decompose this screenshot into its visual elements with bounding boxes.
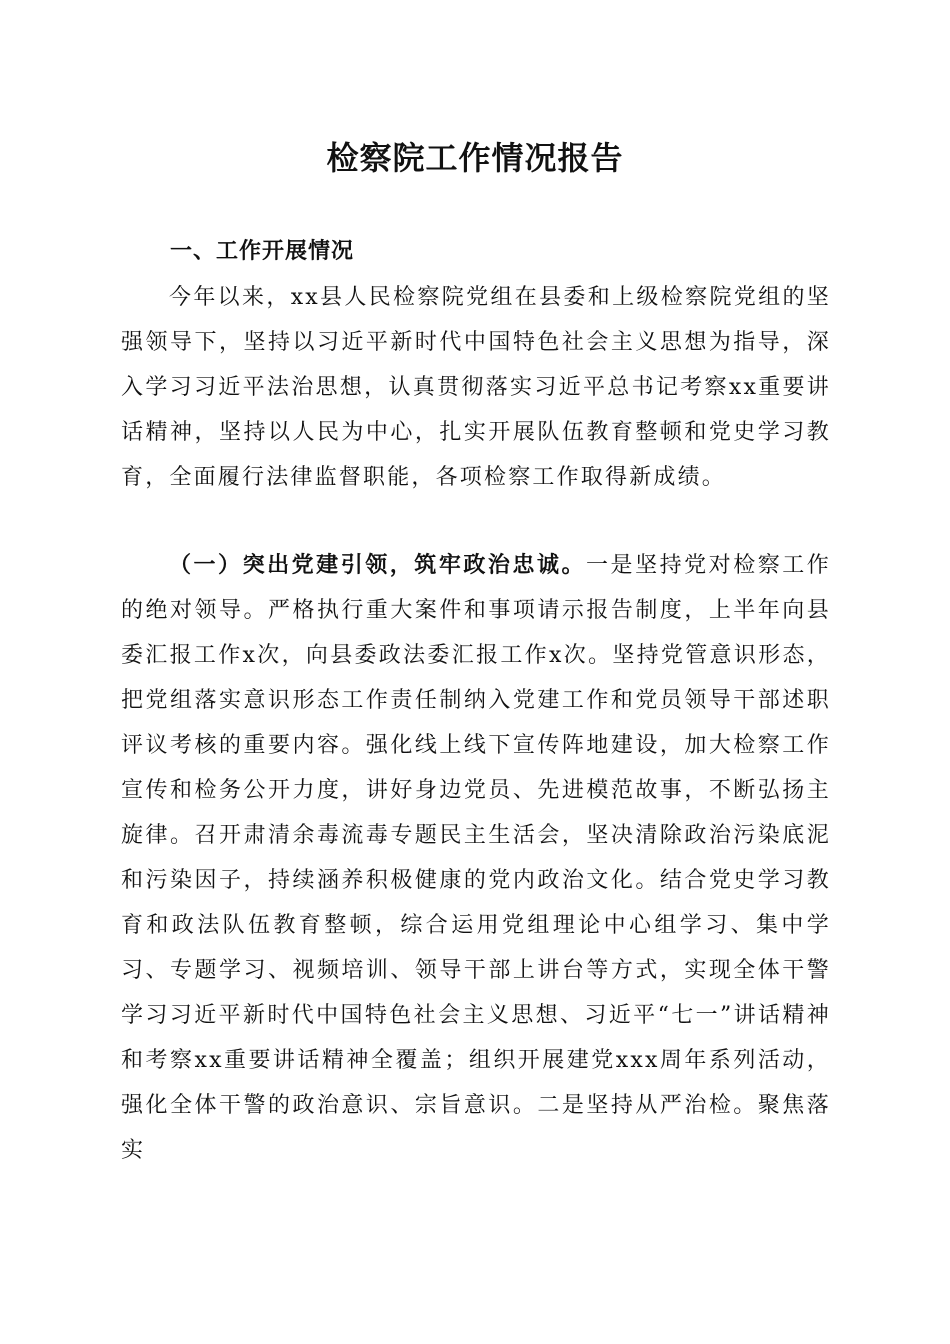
section-heading: 一、工作开展情况 <box>170 239 355 264</box>
subsection-body: 一是坚持党对检察工作的绝对领导。严格执行重大案件和事项请示报告制度，上半年向县委汇报工作x次，向县委政法委汇报工作x次。坚持党管意识形态，把党组落实意识形态工作责任制纳入党建工作和党员领导干部述职评议考核的重要内容。强化线上线下宣传阵地建设，加大检察工作宣传和检务公开力度，讲好身边党员、先进模范故事，不断弘扬主旋律。召开肃清余毒流毒专题民主生活会，坚决清除政治污染底泥和污染因子，持续涵养积极健康的党内政治文化。结合党史学习教育和政法队伍教育整顿，综合运用党组理论中心组学习、集中学习、专题学习、视频培训、领导干部上讲台等方式，实现全体干警学习习近平新时代中国特色社会主义思想、习近平“七一”讲话精神和考察xx重要讲话精神全覆盖；组织开展建党xxx周年系列活动，强化全体干警的政治意识、宗旨意识。二是坚持从严治检。聚焦落实 <box>121 553 831 1163</box>
subsection-heading: （一）突出党建引领，筑牢政治忠诚。 <box>169 553 587 578</box>
body-paragraph-party-building <box>121 543 831 1173</box>
body-paragraph-intro: 今年以来，xx县人民检察院党组在县委和上级检察院党组的坚强领导下，坚持以习近平新时代中国特色社会主义思想为指导，深入学习习近平法治思想，认真贯彻落实习近平总书记考察xx重要讲话精神，坚持以人民为中心，扎实开展队伍教育整顿和党史学习教育，全面履行法律监督职能，各项检察工作取得新成绩。 <box>121 285 831 490</box>
document-title: 检察院工作情况报告 <box>326 139 624 177</box>
